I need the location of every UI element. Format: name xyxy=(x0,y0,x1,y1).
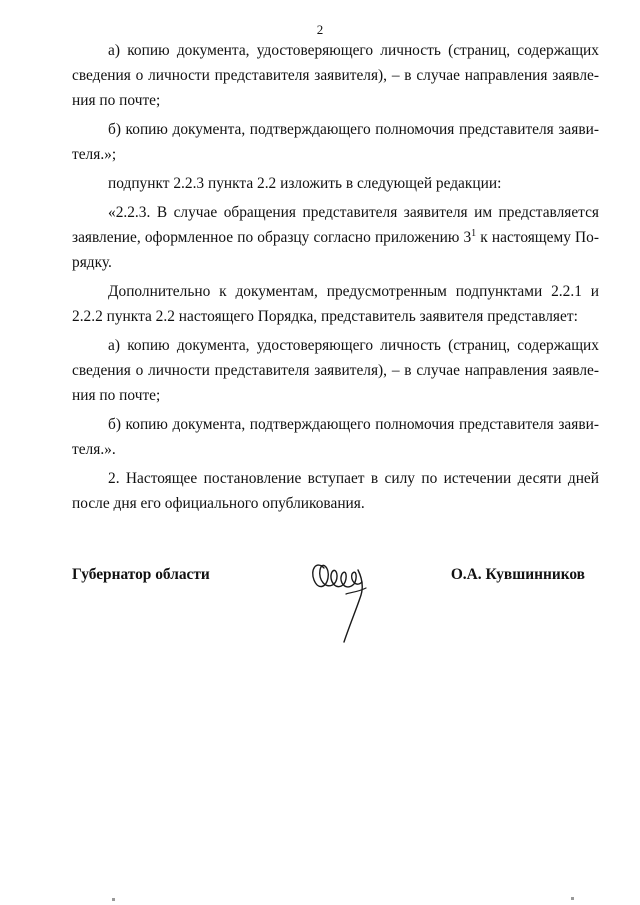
signature-block xyxy=(72,566,599,646)
paragraph-2-2-3-text: «2.2.3. В случае обращения представителя заявителя им представляется заявление, оформленное по образцу согласно приложению 3 xyxy=(72,204,599,246)
signer-name: О.А. Кувшинников xyxy=(450,566,585,583)
signer-title: Губернатор области xyxy=(72,566,210,583)
paragraph-b-copy-authority-2: б) копию документа, подтверждающего полномочия представителя заявителя.». xyxy=(72,416,599,458)
paragraph-additional-docs: Дополнительно к документам, предусмотренным подпунктами 2.2.1 и 2.2.2 пункта 2.2 настоящего Порядка, представитель заявителя представляет: xyxy=(72,283,599,325)
document-body xyxy=(72,38,599,520)
paragraph-2-2-3 xyxy=(72,200,599,275)
paragraph-a-copy-identity-2: а) копию документа, удостоверяющего личность (страниц, содержащих сведения о личности представителя заявителя), – в случае направления заявления по почте; xyxy=(72,337,599,404)
scan-mark-left xyxy=(112,898,115,901)
handwritten-signature-icon xyxy=(306,548,386,648)
paragraph-b-copy-authority: б) копию документа, подтверждающего полномочия представителя заявителя.»; xyxy=(72,121,599,163)
paragraph-effective-date: 2. Настоящее постановление вступает в силу по истечении десяти дней после дня его официального опубликования. xyxy=(72,470,599,512)
paragraph-a-copy-identity: а) копию документа, удостоверяющего личность (страниц, содержащих сведения о личности представителя заявителя), – в случае направления заявления по почте; xyxy=(72,42,599,109)
paragraph-subclause-edit: подпункт 2.2.3 пункта 2.2 изложить в следующей редакции: xyxy=(108,175,502,192)
paragraph-2-2-3-tail: к настоящему Порядку. xyxy=(72,229,600,271)
scan-mark-right xyxy=(571,897,574,900)
page-number: 2 xyxy=(316,22,324,37)
appendix-superscript: 1 xyxy=(471,227,477,239)
